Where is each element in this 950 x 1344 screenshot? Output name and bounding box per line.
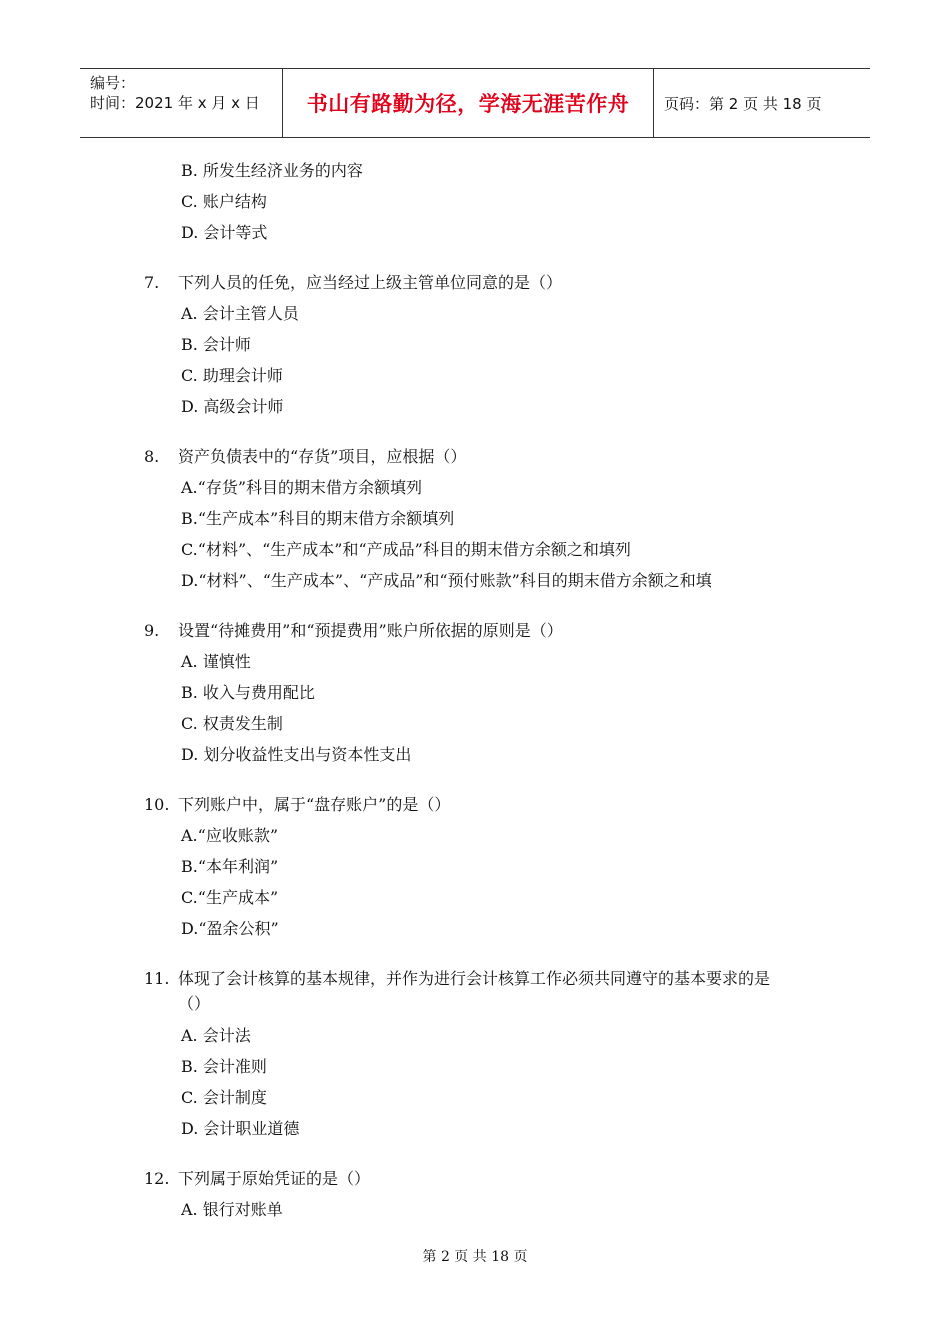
- option-item: C. 会计制度: [181, 1088, 267, 1107]
- question-12: [144, 1167, 370, 1191]
- question-number: 12.: [144, 1169, 170, 1188]
- header-page-cell: [654, 69, 870, 137]
- document-header: [80, 68, 870, 138]
- time-label: 时间：2021 年 x 月 x 日: [90, 94, 260, 112]
- question-9: [144, 619, 563, 643]
- question-8: [144, 445, 466, 469]
- motto: 书山有路勤为径，学海无涯苦作舟: [306, 92, 630, 116]
- option-item: A. 谨慎性: [181, 652, 251, 671]
- question-10: [144, 793, 450, 817]
- question-text-continued: （）: [178, 994, 211, 1013]
- option-item: C. 账户结构: [181, 192, 267, 211]
- option-item: D.“材料”、“生产成本”、“产成品”和“预付账款”科目的期末借方余额之和填: [181, 571, 712, 590]
- question-number: 9.: [144, 621, 160, 640]
- option-item: B. 所发生经济业务的内容: [181, 161, 363, 180]
- option-item: B. 会计师: [181, 335, 251, 354]
- question-text: 下列属于原始凭证的是（）: [178, 1169, 371, 1188]
- option-item: B.“生产成本”科目的期末借方余额填列: [181, 509, 455, 528]
- page-info: 页码：第 2 页 共 18 页: [664, 94, 822, 113]
- header-meta: [80, 69, 282, 137]
- option-item: A. 银行对账单: [181, 1200, 283, 1219]
- option-item: A.“存货”科目的期末借方余额填列: [181, 478, 423, 497]
- question-number: 11.: [144, 969, 170, 988]
- option-item: D. 会计职业道德: [181, 1119, 300, 1138]
- question-7: [144, 271, 562, 295]
- question-text: 体现了会计核算的基本规律，并作为进行会计核算工作必须共同遵守的基本要求的是: [178, 969, 771, 988]
- option-item: B. 会计准则: [181, 1057, 267, 1076]
- question-number: 7.: [144, 273, 160, 292]
- header-motto-cell: [282, 69, 654, 137]
- question-text: 资产负债表中的“存货”项目，应根据（）: [178, 447, 467, 466]
- option-item: B. 收入与费用配比: [181, 683, 315, 702]
- option-item: A. 会计主管人员: [181, 304, 299, 323]
- page-footer: 第 2 页 共 18 页: [422, 1249, 528, 1265]
- question-11: [144, 967, 770, 991]
- option-item: A. 会计法: [181, 1026, 251, 1045]
- question-number: 8.: [144, 447, 160, 466]
- option-item: B.“本年利润”: [181, 857, 279, 876]
- option-item: C.“生产成本”: [181, 888, 279, 907]
- question-text: 下列人员的任免，应当经过上级主管单位同意的是（）: [178, 273, 563, 292]
- option-item: A.“应收账款”: [181, 826, 279, 845]
- option-item: D. 会计等式: [181, 223, 268, 242]
- question-number: 10.: [144, 795, 170, 814]
- option-item: C.“材料”、“生产成本”和“产成品”科目的期末借方余额之和填列: [181, 540, 631, 559]
- option-item: D.“盈余公积”: [181, 919, 279, 938]
- question-text: 下列账户中，属于“盘存账户”的是（）: [178, 795, 451, 814]
- option-item: C. 权责发生制: [181, 714, 283, 733]
- number-label: 编号：: [90, 74, 136, 92]
- option-item: D. 高级会计师: [181, 397, 284, 416]
- option-item: D. 划分收益性支出与资本性支出: [181, 745, 412, 764]
- option-item: C. 助理会计师: [181, 366, 283, 385]
- question-text: 设置“待摊费用”和“预提费用”账户所依据的原则是（）: [178, 621, 563, 640]
